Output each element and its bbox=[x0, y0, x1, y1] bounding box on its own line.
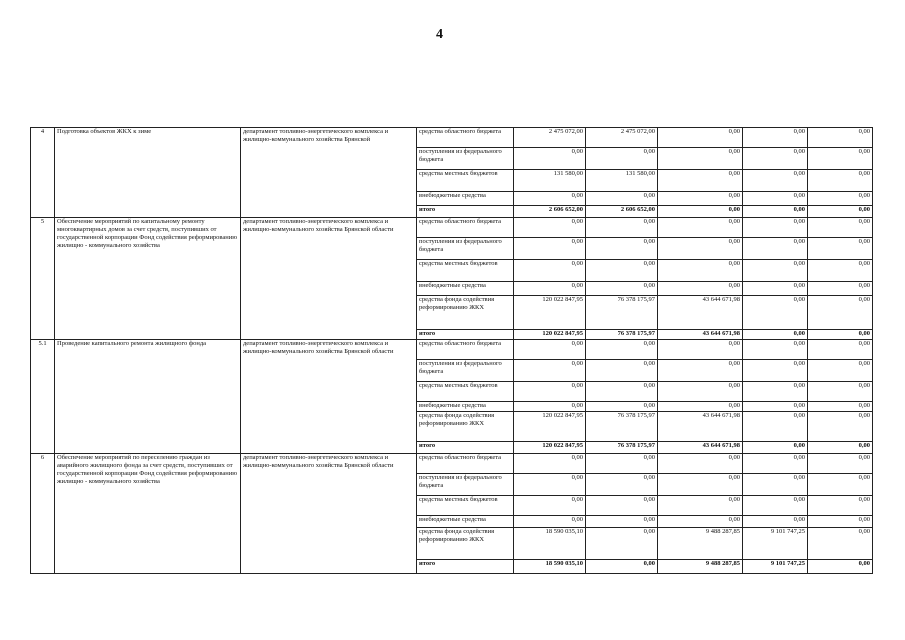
amount-cell: 0,00 bbox=[743, 238, 808, 260]
amount-cell: 0,00 bbox=[658, 496, 743, 516]
funding-source: внебюджетные средства bbox=[417, 282, 514, 296]
amount-cell: 0,00 bbox=[808, 516, 873, 528]
item-number: 5 bbox=[31, 218, 55, 340]
amount-cell: 0,00 bbox=[808, 170, 873, 192]
amount-cell: 0,00 bbox=[586, 192, 658, 206]
amount-cell: 76 378 175,97 bbox=[586, 330, 658, 340]
funding-source: средства областного бюджета bbox=[417, 340, 514, 360]
program-table bbox=[30, 127, 873, 574]
item-number: 4 bbox=[31, 128, 55, 218]
amount-cell: 0,00 bbox=[743, 516, 808, 528]
amount-cell: 0,00 bbox=[514, 496, 586, 516]
amount-cell: 0,00 bbox=[586, 282, 658, 296]
amount-cell: 9 488 287,85 bbox=[658, 528, 743, 560]
funding-source: итого bbox=[417, 560, 514, 574]
amount-cell: 0,00 bbox=[808, 218, 873, 238]
amount-cell: 0,00 bbox=[743, 340, 808, 360]
amount-cell: 0,00 bbox=[743, 128, 808, 148]
amount-cell: 0,00 bbox=[743, 496, 808, 516]
amount-cell: 0,00 bbox=[808, 560, 873, 574]
amount-cell: 0,00 bbox=[586, 516, 658, 528]
amount-cell: 9 101 747,25 bbox=[743, 560, 808, 574]
funding-source: средства местных бюджетов bbox=[417, 170, 514, 192]
amount-cell: 0,00 bbox=[743, 282, 808, 296]
funding-source: поступления из федерального бюджета bbox=[417, 148, 514, 170]
amount-cell: 0,00 bbox=[743, 402, 808, 412]
amount-cell: 0,00 bbox=[658, 282, 743, 296]
amount-cell: 0,00 bbox=[514, 260, 586, 282]
funding-source: средства областного бюджета bbox=[417, 218, 514, 238]
amount-cell: 0,00 bbox=[808, 496, 873, 516]
amount-cell: 0,00 bbox=[658, 454, 743, 474]
page-number: 4 bbox=[436, 27, 443, 42]
amount-cell: 0,00 bbox=[743, 206, 808, 218]
amount-cell: 0,00 bbox=[586, 218, 658, 238]
amount-cell: 43 644 671,98 bbox=[658, 330, 743, 340]
amount-cell: 0,00 bbox=[808, 528, 873, 560]
amount-cell: 0,00 bbox=[743, 360, 808, 382]
amount-cell: 0,00 bbox=[808, 454, 873, 474]
amount-cell: 0,00 bbox=[743, 382, 808, 402]
amount-cell: 43 644 671,98 bbox=[658, 296, 743, 330]
funding-source: поступления из федерального бюджета bbox=[417, 238, 514, 260]
amount-cell: 76 378 175,97 bbox=[586, 296, 658, 330]
amount-cell: 0,00 bbox=[743, 148, 808, 170]
item-number: 6 bbox=[31, 454, 55, 574]
amount-cell: 0,00 bbox=[514, 360, 586, 382]
funding-source: внебюджетные средства bbox=[417, 516, 514, 528]
funding-source: средства областного бюджета bbox=[417, 128, 514, 148]
amount-cell: 0,00 bbox=[586, 360, 658, 382]
item-executor: департамент топливно-энергетического комплекса и жилищно-коммунального хозяйства Брянской области bbox=[241, 218, 417, 340]
funding-source: средства местных бюджетов bbox=[417, 496, 514, 516]
amount-cell: 18 590 035,10 bbox=[514, 528, 586, 560]
amount-cell: 131 580,00 bbox=[586, 170, 658, 192]
amount-cell: 0,00 bbox=[514, 238, 586, 260]
amount-cell: 0,00 bbox=[743, 474, 808, 496]
amount-cell: 0,00 bbox=[658, 218, 743, 238]
amount-cell: 0,00 bbox=[586, 382, 658, 402]
amount-cell: 0,00 bbox=[514, 192, 586, 206]
amount-cell: 0,00 bbox=[808, 340, 873, 360]
amount-cell: 0,00 bbox=[586, 238, 658, 260]
amount-cell: 0,00 bbox=[743, 330, 808, 340]
amount-cell: 0,00 bbox=[808, 148, 873, 170]
amount-cell: 9 101 747,25 bbox=[743, 528, 808, 560]
amount-cell: 0,00 bbox=[514, 516, 586, 528]
amount-cell: 0,00 bbox=[808, 402, 873, 412]
amount-cell: 0,00 bbox=[808, 442, 873, 454]
amount-cell: 0,00 bbox=[808, 330, 873, 340]
amount-cell: 120 022 847,95 bbox=[514, 296, 586, 330]
item-executor: департамент топливно-энергетического комплекса и жилищно-коммунального хозяйства Брянской bbox=[241, 128, 417, 218]
amount-cell: 0,00 bbox=[743, 454, 808, 474]
amount-cell: 0,00 bbox=[514, 282, 586, 296]
amount-cell: 0,00 bbox=[658, 192, 743, 206]
table-row bbox=[31, 218, 873, 238]
funding-source: средства местных бюджетов bbox=[417, 382, 514, 402]
amount-cell: 0,00 bbox=[586, 402, 658, 412]
amount-cell: 0,00 bbox=[808, 282, 873, 296]
amount-cell: 0,00 bbox=[514, 402, 586, 412]
amount-cell: 0,00 bbox=[658, 516, 743, 528]
amount-cell: 0,00 bbox=[586, 474, 658, 496]
amount-cell: 0,00 bbox=[514, 382, 586, 402]
amount-cell: 0,00 bbox=[514, 454, 586, 474]
amount-cell: 0,00 bbox=[743, 442, 808, 454]
funding-source: средства фонда содействия реформированию ЖКХ bbox=[417, 528, 514, 560]
amount-cell: 18 590 035,10 bbox=[514, 560, 586, 574]
funding-source: итого bbox=[417, 330, 514, 340]
amount-cell: 120 022 847,95 bbox=[514, 412, 586, 442]
item-name: Проведение капитального ремонта жилищного фонда bbox=[55, 340, 241, 454]
funding-source: поступления из федерального бюджета bbox=[417, 474, 514, 496]
amount-cell: 0,00 bbox=[514, 474, 586, 496]
amount-cell: 0,00 bbox=[808, 296, 873, 330]
amount-cell: 43 644 671,98 bbox=[658, 412, 743, 442]
item-name: Обеспечение мероприятий по капитальному ремонту многоквартирных домов за счет средств, поступивших от государственной корпорации Фонд содействия реформированию жилищно - коммунального хозяйства bbox=[55, 218, 241, 340]
amount-cell: 0,00 bbox=[658, 474, 743, 496]
funding-source: итого bbox=[417, 206, 514, 218]
amount-cell: 0,00 bbox=[808, 260, 873, 282]
amount-cell: 0,00 bbox=[658, 402, 743, 412]
amount-cell: 131 580,00 bbox=[514, 170, 586, 192]
amount-cell: 0,00 bbox=[743, 412, 808, 442]
amount-cell: 76 378 175,97 bbox=[586, 442, 658, 454]
amount-cell: 0,00 bbox=[808, 206, 873, 218]
amount-cell: 0,00 bbox=[743, 218, 808, 238]
amount-cell: 0,00 bbox=[586, 496, 658, 516]
funding-source: внебюджетные средства bbox=[417, 402, 514, 412]
amount-cell: 0,00 bbox=[658, 148, 743, 170]
table-row bbox=[31, 340, 873, 360]
amount-cell: 0,00 bbox=[586, 148, 658, 170]
amount-cell: 2 606 652,00 bbox=[586, 206, 658, 218]
item-executor: департамент топливно-энергетического комплекса и жилищно-коммунального хозяйства Брянской области bbox=[241, 340, 417, 454]
amount-cell: 0,00 bbox=[658, 260, 743, 282]
amount-cell: 0,00 bbox=[658, 360, 743, 382]
amount-cell: 0,00 bbox=[743, 170, 808, 192]
amount-cell: 120 022 847,95 bbox=[514, 442, 586, 454]
funding-source: поступления из федерального бюджета bbox=[417, 360, 514, 382]
amount-cell: 76 378 175,97 bbox=[586, 412, 658, 442]
amount-cell: 9 488 287,85 bbox=[658, 560, 743, 574]
item-number: 5.1 bbox=[31, 340, 55, 454]
amount-cell: 0,00 bbox=[743, 296, 808, 330]
funding-source: средства фонда содействия реформированию ЖКХ bbox=[417, 412, 514, 442]
amount-cell: 0,00 bbox=[808, 238, 873, 260]
amount-cell: 0,00 bbox=[808, 382, 873, 402]
amount-cell: 0,00 bbox=[808, 192, 873, 206]
funding-source: средства областного бюджета bbox=[417, 454, 514, 474]
item-executor: департамент топливно-энергетического комплекса и жилищно-коммунального хозяйства Брянской области bbox=[241, 454, 417, 574]
amount-cell: 0,00 bbox=[658, 170, 743, 192]
amount-cell: 0,00 bbox=[808, 412, 873, 442]
table-row bbox=[31, 128, 873, 148]
funding-source: внебюджетные средства bbox=[417, 192, 514, 206]
amount-cell: 120 022 847,95 bbox=[514, 330, 586, 340]
amount-cell: 0,00 bbox=[514, 218, 586, 238]
amount-cell: 0,00 bbox=[658, 340, 743, 360]
item-name: Подготовка объектов ЖКХ к зиме bbox=[55, 128, 241, 218]
amount-cell: 0,00 bbox=[586, 454, 658, 474]
amount-cell: 0,00 bbox=[658, 238, 743, 260]
funding-source: итого bbox=[417, 442, 514, 454]
item-name: Обеспечение мероприятий по переселению граждан из аварийного жилищного фонда за счет средств, поступивших от государственной корпорации Фонд содействия реформированию жилищно - коммунального хозяйства bbox=[55, 454, 241, 574]
amount-cell: 0,00 bbox=[586, 560, 658, 574]
amount-cell: 43 644 671,98 bbox=[658, 442, 743, 454]
funding-source: средства фонда содействия реформированию ЖКХ bbox=[417, 296, 514, 330]
amount-cell: 0,00 bbox=[808, 128, 873, 148]
amount-cell: 2 606 652,00 bbox=[514, 206, 586, 218]
table-row bbox=[31, 454, 873, 474]
amount-cell: 0,00 bbox=[808, 474, 873, 496]
amount-cell: 0,00 bbox=[743, 260, 808, 282]
amount-cell: 0,00 bbox=[514, 148, 586, 170]
amount-cell: 0,00 bbox=[658, 128, 743, 148]
amount-cell: 2 475 072,00 bbox=[514, 128, 586, 148]
amount-cell: 0,00 bbox=[514, 340, 586, 360]
amount-cell: 0,00 bbox=[808, 360, 873, 382]
amount-cell: 2 475 072,00 bbox=[586, 128, 658, 148]
amount-cell: 0,00 bbox=[658, 206, 743, 218]
funding-source: средства местных бюджетов bbox=[417, 260, 514, 282]
amount-cell: 0,00 bbox=[658, 382, 743, 402]
amount-cell: 0,00 bbox=[586, 528, 658, 560]
amount-cell: 0,00 bbox=[586, 340, 658, 360]
amount-cell: 0,00 bbox=[586, 260, 658, 282]
amount-cell: 0,00 bbox=[743, 192, 808, 206]
